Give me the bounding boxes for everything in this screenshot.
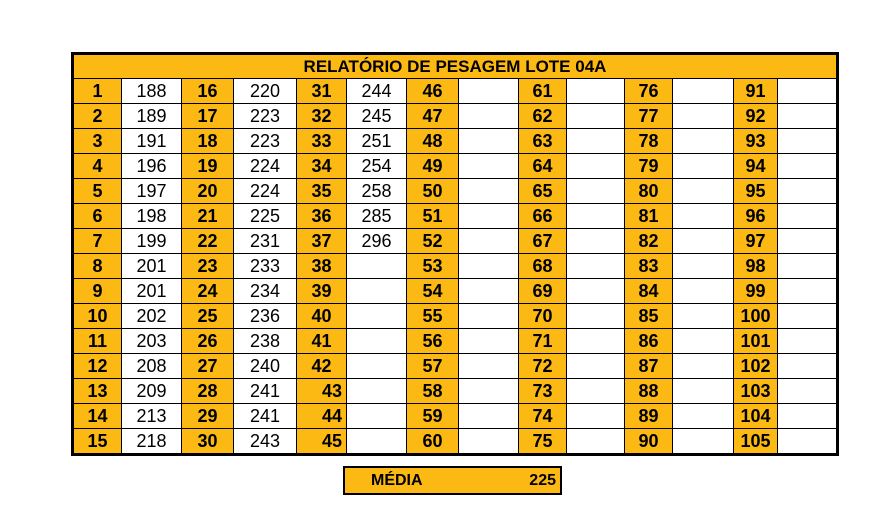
weight-cell: 191 xyxy=(122,129,182,154)
weight-cell: 285 xyxy=(347,204,407,229)
animal-id-cell: 78 xyxy=(625,129,673,154)
animal-id-cell: 98 xyxy=(734,254,778,279)
animal-id-cell: 54 xyxy=(407,279,459,304)
weight-cell xyxy=(567,404,625,429)
animal-id-cell: 26 xyxy=(182,329,234,354)
animal-id-cell: 68 xyxy=(519,254,567,279)
weight-cell xyxy=(673,404,734,429)
average-label: MÉDIA xyxy=(371,471,423,489)
animal-id-cell: 83 xyxy=(625,254,673,279)
animal-id-cell: 99 xyxy=(734,279,778,304)
animal-id-cell: 55 xyxy=(407,304,459,329)
animal-id-cell: 28 xyxy=(182,379,234,404)
animal-id-cell: 2 xyxy=(74,104,122,129)
weight-cell: 208 xyxy=(122,354,182,379)
animal-id-cell: 11 xyxy=(74,329,122,354)
weight-cell: 241 xyxy=(234,404,297,429)
weight-cell xyxy=(673,329,734,354)
animal-id-cell: 52 xyxy=(407,229,459,254)
animal-id-cell: 47 xyxy=(407,104,459,129)
weight-cell xyxy=(459,404,519,429)
weight-cell xyxy=(459,279,519,304)
animal-id-cell: 58 xyxy=(407,379,459,404)
weight-cell xyxy=(459,154,519,179)
animal-id-cell: 22 xyxy=(182,229,234,254)
average-value: 225 xyxy=(529,471,556,489)
table-row xyxy=(74,79,837,104)
animal-id-cell: 49 xyxy=(407,154,459,179)
animal-id-cell: 51 xyxy=(407,204,459,229)
weight-cell xyxy=(673,254,734,279)
average-summary xyxy=(343,466,562,495)
animal-id-cell: 34 xyxy=(297,154,347,179)
weight-cell xyxy=(778,129,837,154)
animal-id-cell: 65 xyxy=(519,179,567,204)
animal-id-cell: 17 xyxy=(182,104,234,129)
weight-cell: 251 xyxy=(347,129,407,154)
weight-cell xyxy=(567,304,625,329)
weight-cell xyxy=(567,179,625,204)
weight-cell: 213 xyxy=(122,404,182,429)
animal-id-cell: 71 xyxy=(519,329,567,354)
animal-id-cell: 15 xyxy=(74,429,122,454)
weight-cell: 225 xyxy=(234,204,297,229)
animal-id-cell: 102 xyxy=(734,354,778,379)
table-row xyxy=(74,204,837,229)
animal-id-cell: 97 xyxy=(734,229,778,254)
weight-cell xyxy=(459,129,519,154)
animal-id-cell: 44 xyxy=(297,404,347,429)
weight-cell xyxy=(459,79,519,104)
table-row xyxy=(74,154,837,179)
animal-id-cell: 64 xyxy=(519,154,567,179)
weight-cell: 197 xyxy=(122,179,182,204)
animal-id-cell: 59 xyxy=(407,404,459,429)
weight-cell: 203 xyxy=(122,329,182,354)
weight-cell xyxy=(347,379,407,404)
animal-id-cell: 41 xyxy=(297,329,347,354)
animal-id-cell: 39 xyxy=(297,279,347,304)
table-row xyxy=(74,229,837,254)
animal-id-cell: 67 xyxy=(519,229,567,254)
animal-id-cell: 87 xyxy=(625,354,673,379)
animal-id-cell: 75 xyxy=(519,429,567,454)
animal-id-cell: 105 xyxy=(734,429,778,454)
weight-cell xyxy=(459,329,519,354)
weight-cell xyxy=(778,279,837,304)
weight-cell xyxy=(673,279,734,304)
animal-id-cell: 57 xyxy=(407,354,459,379)
weight-cell xyxy=(567,429,625,454)
table-row xyxy=(74,329,837,354)
weight-cell xyxy=(778,404,837,429)
animal-id-cell: 63 xyxy=(519,129,567,154)
weight-cell xyxy=(347,354,407,379)
weight-cell xyxy=(567,154,625,179)
animal-id-cell: 38 xyxy=(297,254,347,279)
weight-cell: 224 xyxy=(234,179,297,204)
table-row xyxy=(74,354,837,379)
weight-cell xyxy=(778,204,837,229)
animal-id-cell: 77 xyxy=(625,104,673,129)
table-row xyxy=(74,304,837,329)
animal-id-cell: 10 xyxy=(74,304,122,329)
weight-cell: 254 xyxy=(347,154,407,179)
weight-cell xyxy=(459,229,519,254)
animal-id-cell: 16 xyxy=(182,79,234,104)
animal-id-cell: 84 xyxy=(625,279,673,304)
animal-id-cell: 24 xyxy=(182,279,234,304)
weight-cell: 189 xyxy=(122,104,182,129)
weight-cell xyxy=(567,279,625,304)
animal-id-cell: 7 xyxy=(74,229,122,254)
animal-id-cell: 27 xyxy=(182,354,234,379)
animal-id-cell: 45 xyxy=(297,429,347,454)
weight-cell xyxy=(778,79,837,104)
weight-cell xyxy=(778,104,837,129)
animal-id-cell: 86 xyxy=(625,329,673,354)
weight-cell xyxy=(778,179,837,204)
table-row xyxy=(74,404,837,429)
animal-id-cell: 6 xyxy=(74,204,122,229)
animal-id-cell: 8 xyxy=(74,254,122,279)
animal-id-cell: 82 xyxy=(625,229,673,254)
weight-cell xyxy=(673,429,734,454)
weight-cell: 243 xyxy=(234,429,297,454)
animal-id-cell: 89 xyxy=(625,404,673,429)
weight-cell xyxy=(567,379,625,404)
animal-id-cell: 20 xyxy=(182,179,234,204)
animal-id-cell: 81 xyxy=(625,204,673,229)
weight-cell xyxy=(567,104,625,129)
animal-id-cell: 48 xyxy=(407,129,459,154)
animal-id-cell: 37 xyxy=(297,229,347,254)
weight-cell: 218 xyxy=(122,429,182,454)
table-row xyxy=(74,279,837,304)
animal-id-cell: 53 xyxy=(407,254,459,279)
animal-id-cell: 3 xyxy=(74,129,122,154)
table-row xyxy=(74,129,837,154)
weight-cell xyxy=(347,254,407,279)
animal-id-cell: 61 xyxy=(519,79,567,104)
animal-id-cell: 92 xyxy=(734,104,778,129)
weight-cell xyxy=(778,254,837,279)
weight-cell xyxy=(459,429,519,454)
weight-cell xyxy=(459,304,519,329)
weight-cell: 198 xyxy=(122,204,182,229)
animal-id-cell: 66 xyxy=(519,204,567,229)
weight-cell xyxy=(347,279,407,304)
weight-cell xyxy=(347,429,407,454)
animal-id-cell: 42 xyxy=(297,354,347,379)
weight-cell: 202 xyxy=(122,304,182,329)
table-row xyxy=(74,379,837,404)
weight-cell: 234 xyxy=(234,279,297,304)
table-row xyxy=(74,179,837,204)
animal-id-cell: 91 xyxy=(734,79,778,104)
animal-id-cell: 40 xyxy=(297,304,347,329)
weight-cell: 258 xyxy=(347,179,407,204)
weight-cell xyxy=(459,379,519,404)
animal-id-cell: 104 xyxy=(734,404,778,429)
animal-id-cell: 93 xyxy=(734,129,778,154)
weight-cell xyxy=(347,304,407,329)
weight-cell xyxy=(778,379,837,404)
animal-id-cell: 30 xyxy=(182,429,234,454)
animal-id-cell: 9 xyxy=(74,279,122,304)
weight-cell: 244 xyxy=(347,79,407,104)
animal-id-cell: 100 xyxy=(734,304,778,329)
animal-id-cell: 18 xyxy=(182,129,234,154)
weight-cell: 231 xyxy=(234,229,297,254)
animal-id-cell: 70 xyxy=(519,304,567,329)
animal-id-cell: 103 xyxy=(734,379,778,404)
weight-cell: 224 xyxy=(234,154,297,179)
weight-cell: 201 xyxy=(122,254,182,279)
animal-id-cell: 96 xyxy=(734,204,778,229)
weight-cell: 223 xyxy=(234,104,297,129)
weight-cell xyxy=(778,154,837,179)
weight-cell: 188 xyxy=(122,79,182,104)
weight-cell: 196 xyxy=(122,154,182,179)
animal-id-cell: 90 xyxy=(625,429,673,454)
weight-cell: 245 xyxy=(347,104,407,129)
animal-id-cell: 56 xyxy=(407,329,459,354)
weight-cell xyxy=(673,104,734,129)
weight-cell: 199 xyxy=(122,229,182,254)
weight-cell xyxy=(673,129,734,154)
animal-id-cell: 23 xyxy=(182,254,234,279)
weight-cell xyxy=(347,329,407,354)
report-title: RELATÓRIO DE PESAGEM LOTE 04A xyxy=(74,55,837,79)
animal-id-cell: 31 xyxy=(297,79,347,104)
weight-cell xyxy=(673,304,734,329)
weight-cell xyxy=(567,254,625,279)
weight-cell: 220 xyxy=(234,79,297,104)
animal-id-cell: 14 xyxy=(74,404,122,429)
weight-cell xyxy=(459,354,519,379)
weight-cell: 201 xyxy=(122,279,182,304)
weight-cell: 241 xyxy=(234,379,297,404)
weight-cell xyxy=(567,204,625,229)
animal-id-cell: 29 xyxy=(182,404,234,429)
weight-cell xyxy=(673,379,734,404)
weight-cell xyxy=(459,179,519,204)
weight-cell: 236 xyxy=(234,304,297,329)
weight-cell xyxy=(567,329,625,354)
weight-cell xyxy=(567,79,625,104)
weight-cell xyxy=(567,354,625,379)
weight-cell xyxy=(459,254,519,279)
animal-id-cell: 32 xyxy=(297,104,347,129)
weight-cell xyxy=(778,229,837,254)
animal-id-cell: 19 xyxy=(182,154,234,179)
weight-cell: 238 xyxy=(234,329,297,354)
weight-cell xyxy=(673,204,734,229)
weight-cell xyxy=(673,229,734,254)
table-row xyxy=(74,254,837,279)
animal-id-cell: 4 xyxy=(74,154,122,179)
animal-id-cell: 25 xyxy=(182,304,234,329)
weight-cell: 209 xyxy=(122,379,182,404)
animal-id-cell: 35 xyxy=(297,179,347,204)
animal-id-cell: 36 xyxy=(297,204,347,229)
animal-id-cell: 80 xyxy=(625,179,673,204)
table-row xyxy=(74,104,837,129)
weighing-report-table xyxy=(71,52,839,456)
animal-id-cell: 60 xyxy=(407,429,459,454)
weight-cell xyxy=(567,229,625,254)
weight-cell xyxy=(459,104,519,129)
weight-cell xyxy=(673,154,734,179)
weight-cell: 223 xyxy=(234,129,297,154)
weight-cell: 296 xyxy=(347,229,407,254)
animal-id-cell: 1 xyxy=(74,79,122,104)
animal-id-cell: 101 xyxy=(734,329,778,354)
weight-cell xyxy=(673,179,734,204)
animal-id-cell: 43 xyxy=(297,379,347,404)
animal-id-cell: 21 xyxy=(182,204,234,229)
weight-cell xyxy=(673,354,734,379)
animal-id-cell: 12 xyxy=(74,354,122,379)
animal-id-cell: 72 xyxy=(519,354,567,379)
weight-cell xyxy=(459,204,519,229)
animal-id-cell: 85 xyxy=(625,304,673,329)
animal-id-cell: 76 xyxy=(625,79,673,104)
weight-cell xyxy=(778,429,837,454)
animal-id-cell: 95 xyxy=(734,179,778,204)
weight-cell xyxy=(347,404,407,429)
weight-cell xyxy=(673,79,734,104)
animal-id-cell: 5 xyxy=(74,179,122,204)
animal-id-cell: 33 xyxy=(297,129,347,154)
weight-cell xyxy=(778,329,837,354)
animal-id-cell: 50 xyxy=(407,179,459,204)
animal-id-cell: 62 xyxy=(519,104,567,129)
weight-cell xyxy=(567,129,625,154)
animal-id-cell: 13 xyxy=(74,379,122,404)
weight-cell xyxy=(778,354,837,379)
animal-id-cell: 79 xyxy=(625,154,673,179)
animal-id-cell: 88 xyxy=(625,379,673,404)
weight-cell: 233 xyxy=(234,254,297,279)
animal-id-cell: 74 xyxy=(519,404,567,429)
animal-id-cell: 46 xyxy=(407,79,459,104)
animal-id-cell: 69 xyxy=(519,279,567,304)
weight-cell: 240 xyxy=(234,354,297,379)
animal-id-cell: 94 xyxy=(734,154,778,179)
animal-id-cell: 73 xyxy=(519,379,567,404)
table-row xyxy=(74,429,837,454)
weight-cell xyxy=(778,304,837,329)
